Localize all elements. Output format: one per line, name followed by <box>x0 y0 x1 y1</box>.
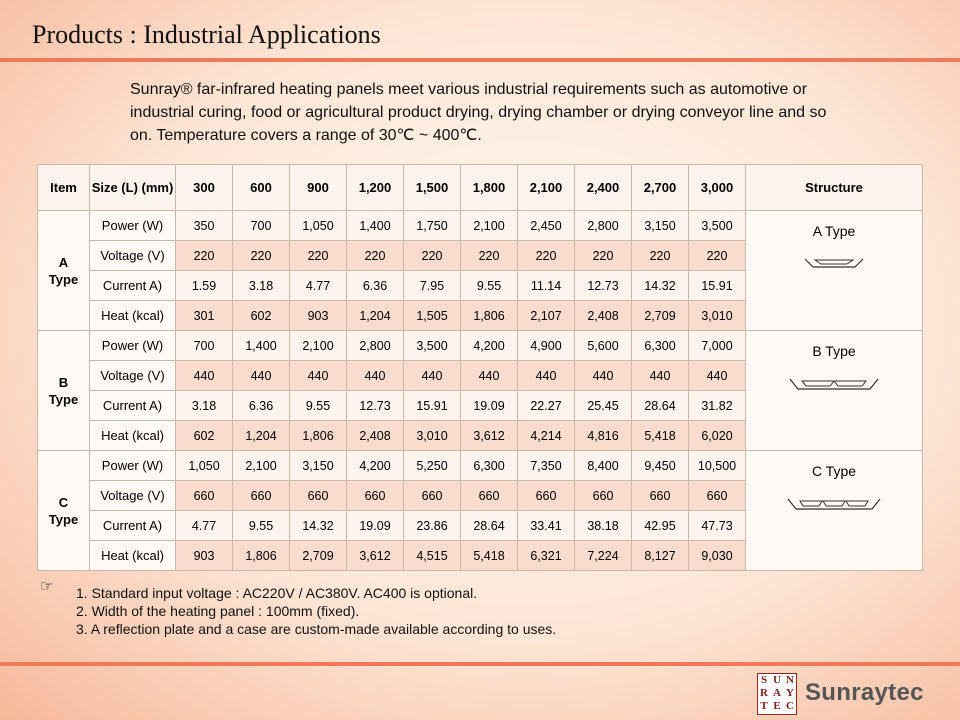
value-cell: 6.36 <box>347 271 404 301</box>
value-cell: 7,000 <box>689 331 746 361</box>
logo-letter: E <box>773 700 781 712</box>
footer-divider <box>0 662 960 666</box>
value-cell: 700 <box>176 331 233 361</box>
value-cell: 440 <box>404 361 461 391</box>
value-cell: 4,515 <box>404 541 461 571</box>
value-cell: 2,107 <box>518 301 575 331</box>
header-size-value: 1,200 <box>347 165 404 211</box>
value-cell: 12.73 <box>347 391 404 421</box>
value-cell: 220 <box>689 241 746 271</box>
notes-list <box>76 584 676 638</box>
value-cell: 660 <box>233 481 290 511</box>
parameter-label: Current A) <box>90 391 176 421</box>
value-cell: 1,505 <box>404 301 461 331</box>
parameter-label: Heat (kcal) <box>90 541 176 571</box>
value-cell: 6,300 <box>632 331 689 361</box>
value-cell: 4.77 <box>176 511 233 541</box>
value-cell: 700 <box>233 211 290 241</box>
structure-label: C Type <box>811 463 857 479</box>
page-title: Products : Industrial Applications <box>32 20 381 49</box>
value-cell: 2,800 <box>575 211 632 241</box>
value-cell: 47.73 <box>689 511 746 541</box>
value-cell: 1,400 <box>347 211 404 241</box>
structure-label: B Type <box>812 343 856 359</box>
intro-paragraph: Sunray® far-infrared heating panels meet various industrial requirements such as automotive or industrial curing, food or agricultural product drying, drying chamber or drying conveyor line and so on. Temperature covers a range of 30℃ ~ 400℃. <box>130 81 827 144</box>
value-cell: 15.91 <box>404 391 461 421</box>
value-cell: 903 <box>290 301 347 331</box>
value-cell: 19.09 <box>347 511 404 541</box>
note-item: 3. A reflection plate and a case are custom-made available according to uses. <box>76 621 557 637</box>
value-cell: 7.95 <box>404 271 461 301</box>
value-cell: 440 <box>689 361 746 391</box>
logo-letter: A <box>773 687 781 699</box>
value-cell: 9.55 <box>290 391 347 421</box>
header-size-value: 600 <box>233 165 290 211</box>
value-cell: 1,806 <box>290 421 347 451</box>
value-cell: 33.41 <box>518 511 575 541</box>
table-row <box>38 451 923 481</box>
value-cell: 22.27 <box>518 391 575 421</box>
value-cell: 903 <box>176 541 233 571</box>
value-cell: 4.77 <box>290 271 347 301</box>
logo-letter: N <box>786 674 794 686</box>
value-cell: 2,800 <box>347 331 404 361</box>
value-cell: 9,450 <box>632 451 689 481</box>
structure-cell <box>746 211 923 331</box>
header-size-value: 1,800 <box>461 165 518 211</box>
value-cell: 7,224 <box>575 541 632 571</box>
value-cell: 9.55 <box>233 511 290 541</box>
value-cell: 220 <box>461 241 518 271</box>
value-cell: 28.64 <box>632 391 689 421</box>
logo-mark <box>757 673 797 715</box>
value-cell: 660 <box>575 481 632 511</box>
value-cell: 1,806 <box>461 301 518 331</box>
value-cell: 1,050 <box>176 451 233 481</box>
value-cell: 2,408 <box>575 301 632 331</box>
value-cell: 8,400 <box>575 451 632 481</box>
item-type-label: A <box>58 254 69 270</box>
table-row <box>38 331 923 361</box>
value-cell: 8,127 <box>632 541 689 571</box>
value-cell: 31.82 <box>689 391 746 421</box>
value-cell: 1,204 <box>347 301 404 331</box>
header-size-value: 300 <box>176 165 233 211</box>
value-cell: 2,100 <box>233 451 290 481</box>
value-cell: 440 <box>518 361 575 391</box>
parameter-label: Current A) <box>90 271 176 301</box>
pointing-hand-icon: ☞ <box>40 578 54 595</box>
value-cell: 5,418 <box>632 421 689 451</box>
value-cell: 660 <box>290 481 347 511</box>
note-item: 1. Standard input voltage : AC220V / AC380V. AC400 is optional. <box>76 585 478 601</box>
value-cell: 602 <box>176 421 233 451</box>
value-cell: 1,750 <box>404 211 461 241</box>
specification-table <box>37 164 923 571</box>
parameter-label: Heat (kcal) <box>90 301 176 331</box>
item-type-label: Type <box>48 511 79 527</box>
value-cell: 10,500 <box>689 451 746 481</box>
value-cell: 6,321 <box>518 541 575 571</box>
value-cell: 1,400 <box>233 331 290 361</box>
value-cell: 220 <box>632 241 689 271</box>
value-cell: 3,150 <box>290 451 347 481</box>
value-cell: 3.18 <box>176 391 233 421</box>
value-cell: 440 <box>233 361 290 391</box>
value-cell: 3.18 <box>233 271 290 301</box>
value-cell: 4,214 <box>518 421 575 451</box>
structure-label: A Type <box>812 223 856 239</box>
value-cell: 25.45 <box>575 391 632 421</box>
value-cell: 38.18 <box>575 511 632 541</box>
value-cell: 3,010 <box>404 421 461 451</box>
value-cell: 1,050 <box>290 211 347 241</box>
value-cell: 2,100 <box>290 331 347 361</box>
structure-cell <box>746 451 923 571</box>
table-row <box>38 211 923 241</box>
value-cell: 6.36 <box>233 391 290 421</box>
value-cell: 5,418 <box>461 541 518 571</box>
value-cell: 301 <box>176 301 233 331</box>
parameter-label: Heat (kcal) <box>90 421 176 451</box>
value-cell: 660 <box>404 481 461 511</box>
value-cell: 440 <box>575 361 632 391</box>
value-cell: 14.32 <box>632 271 689 301</box>
value-cell: 660 <box>689 481 746 511</box>
parameter-label: Current A) <box>90 511 176 541</box>
header-structure: Structure <box>746 165 923 211</box>
value-cell: 2,709 <box>290 541 347 571</box>
value-cell: 6,020 <box>689 421 746 451</box>
header-size-value: 3,000 <box>689 165 746 211</box>
logo-letter: U <box>773 674 781 686</box>
value-cell: 440 <box>176 361 233 391</box>
value-cell: 660 <box>461 481 518 511</box>
value-cell: 1,204 <box>233 421 290 451</box>
logo-letter: Y <box>786 687 794 699</box>
header-size: Size (L) (mm) <box>90 165 176 211</box>
value-cell: 19.09 <box>461 391 518 421</box>
value-cell: 14.32 <box>290 511 347 541</box>
logo-text: Sunraytec <box>805 679 924 706</box>
value-cell: 660 <box>632 481 689 511</box>
value-cell: 2,450 <box>518 211 575 241</box>
value-cell: 4,816 <box>575 421 632 451</box>
parameter-label: Voltage (V) <box>90 241 176 271</box>
value-cell: 5,600 <box>575 331 632 361</box>
value-cell: 220 <box>404 241 461 271</box>
item-type-label: Type <box>48 271 79 287</box>
b-type-structure-icon <box>788 377 880 393</box>
value-cell: 440 <box>347 361 404 391</box>
value-cell: 4,200 <box>461 331 518 361</box>
company-logo <box>757 673 927 715</box>
logo-letter: T <box>760 700 768 712</box>
value-cell: 11.14 <box>518 271 575 301</box>
item-type-cell <box>38 331 90 451</box>
value-cell: 7,350 <box>518 451 575 481</box>
value-cell: 660 <box>176 481 233 511</box>
header-size-value: 2,400 <box>575 165 632 211</box>
value-cell: 2,408 <box>347 421 404 451</box>
value-cell: 220 <box>290 241 347 271</box>
value-cell: 42.95 <box>632 511 689 541</box>
header-size-value: 1,500 <box>404 165 461 211</box>
value-cell: 440 <box>290 361 347 391</box>
value-cell: 2,100 <box>461 211 518 241</box>
table-body <box>38 211 923 571</box>
value-cell: 5,250 <box>404 451 461 481</box>
value-cell: 440 <box>632 361 689 391</box>
value-cell: 220 <box>575 241 632 271</box>
value-cell: 4,200 <box>347 451 404 481</box>
value-cell: 350 <box>176 211 233 241</box>
value-cell: 220 <box>518 241 575 271</box>
structure-cell <box>746 331 923 451</box>
parameter-label: Power (W) <box>90 451 176 481</box>
parameter-label: Voltage (V) <box>90 481 176 511</box>
value-cell: 3,500 <box>689 211 746 241</box>
value-cell: 15.91 <box>689 271 746 301</box>
value-cell: 2,709 <box>632 301 689 331</box>
value-cell: 9.55 <box>461 271 518 301</box>
item-type-cell <box>38 451 90 571</box>
value-cell: 3,500 <box>404 331 461 361</box>
value-cell: 602 <box>233 301 290 331</box>
value-cell: 1.59 <box>176 271 233 301</box>
value-cell: 220 <box>233 241 290 271</box>
value-cell: 220 <box>347 241 404 271</box>
a-type-structure-icon <box>803 257 865 271</box>
table-header-row <box>38 165 923 211</box>
value-cell: 440 <box>461 361 518 391</box>
value-cell: 4,900 <box>518 331 575 361</box>
item-type-cell <box>38 211 90 331</box>
item-type-label: B <box>58 374 69 390</box>
parameter-label: Power (W) <box>90 211 176 241</box>
value-cell: 3,010 <box>689 301 746 331</box>
value-cell: 660 <box>347 481 404 511</box>
note-item: 2. Width of the heating panel : 100mm (fixed). <box>76 603 360 619</box>
title-divider <box>0 58 960 62</box>
value-cell: 23.86 <box>404 511 461 541</box>
value-cell: 6,300 <box>461 451 518 481</box>
logo-letter: R <box>760 687 768 699</box>
parameter-label: Power (W) <box>90 331 176 361</box>
header-size-value: 900 <box>290 165 347 211</box>
item-type-label: C <box>58 494 69 510</box>
value-cell: 3,612 <box>347 541 404 571</box>
c-type-structure-icon <box>786 497 882 513</box>
item-type-label: Type <box>48 391 79 407</box>
value-cell: 9,030 <box>689 541 746 571</box>
value-cell: 660 <box>518 481 575 511</box>
header-size-value: 2,700 <box>632 165 689 211</box>
logo-letter: S <box>760 674 768 686</box>
value-cell: 3,612 <box>461 421 518 451</box>
header-size-value: 2,100 <box>518 165 575 211</box>
parameter-label: Voltage (V) <box>90 361 176 391</box>
value-cell: 12.73 <box>575 271 632 301</box>
value-cell: 28.64 <box>461 511 518 541</box>
header-item: Item <box>38 165 90 211</box>
logo-letter: C <box>786 700 794 712</box>
value-cell: 3,150 <box>632 211 689 241</box>
value-cell: 1,806 <box>233 541 290 571</box>
value-cell: 220 <box>176 241 233 271</box>
